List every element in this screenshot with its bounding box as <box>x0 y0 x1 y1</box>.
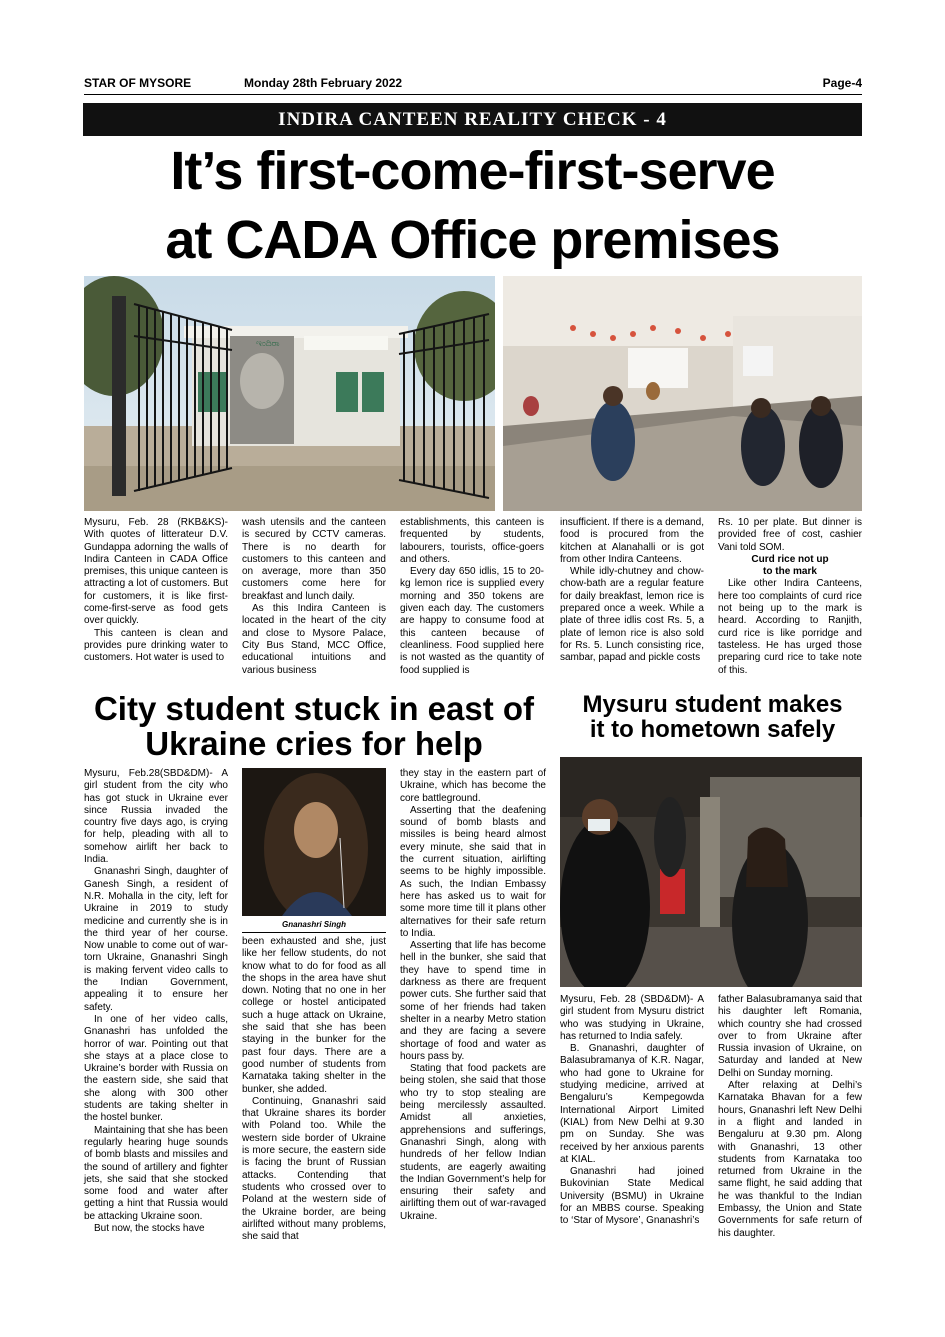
paragraph: Maintaining that she has been regularly hearing huge sounds of bomb blasts and missiles and the sound of artillery and fighter jets, she said that she stocked some food and water after getting a hint that Russia would be attacking Ukraine soon. <box>84 1124 228 1222</box>
paragraph: B. Gnanashri, daughter of Balasubramanya of K.R. Nagar, who had gone to Ukraine for studying medicine, arrived at Bengaluru’s Kempegowda International Airport Limited (KIAL) from New Delhi at 9.30 pm on Sunday. She was received by her anxious parents at KIAL. <box>560 1043 704 1165</box>
photo-caption: Gnanashri Singh <box>281 920 346 929</box>
paragraph: wash utensils and the canteen is secured by CCTV cameras. There is no dearth for customers to this canteen and on average, more than 350 customers come here for breakfast and lunch daily. <box>242 517 386 602</box>
paragraph: As this Indira Canteen is located in the heart of the city and close to Mysore Palace, City Bus Stand, MCC Office, educational intuitions and various business <box>242 603 386 676</box>
publication-name: STAR OF MYSORE <box>84 76 192 90</box>
paragraph: Mysuru, Feb. 28 (SBD&DM)- A girl student from Mysuru district who was studying in Ukraine, has returned to India safely. <box>560 994 704 1042</box>
canteen-exterior-photo <box>84 276 495 511</box>
paragraph: father Balasubramanya said that his daughter left Romania, which country she had crossed over to from Ukraine after Russia invasion of Ukraine, on Saturday and landed at New Delhi on Sunday morning. <box>718 994 862 1079</box>
caption-rule <box>242 932 386 933</box>
paragraph: Rs. 10 per plate. But dinner is provided free of cost, cashier Vani told SOM. <box>718 517 862 553</box>
masthead-rule <box>84 94 862 95</box>
ukraine-column-1 <box>84 768 228 1235</box>
lead-column-5 <box>718 517 862 677</box>
paragraph: Asserting that the deafening sound of bomb blasts and missiles is being heard almost every minute, she said that in the current situation, airlifting seems to be highly impossible. As such, the Indian Embassy here has asked us to wait for some more time till it plans other alternatives for their safe return to India. <box>400 804 546 939</box>
headline-line: Mysuru student makes <box>582 691 843 718</box>
page-number: Page-4 <box>822 76 862 90</box>
hometown-headline <box>555 692 870 742</box>
ukraine-column-2 <box>242 936 386 1243</box>
subheading <box>718 554 862 579</box>
paragraph: Continuing, Gnanashri said that Ukraine shares its border with Poland too. While the western side border of Ukraine is more secure, the eastern side is facing the brunt of Russian attacks. Contending that students who crossed over to Poland at the western side of the Ukraine border, are being airlifted without many problems, she said that <box>242 1095 386 1243</box>
paragraph: they stay in the eastern part of Ukraine, which has become the core battleground. <box>400 768 546 804</box>
paragraph: This canteen is clean and provides pure drinking water to customers. Hot water is used to <box>84 627 228 664</box>
canteen-interior-photo <box>503 276 862 511</box>
headline-line: Ukraine cries for help <box>145 724 483 762</box>
paragraph: Every day 650 idlis, 15 to 20-kg lemon rice is supplied every morning and 350 tokens are given each day. The customers are happy to consume food at this canteen because of cleanliness. Food supplied here is not wasted as the quantity of food supplied is <box>400 566 544 676</box>
airport-arrival-photo <box>560 757 862 987</box>
paragraph: Asserting that life has become hell in the bunker, she said that they have to spend time in darkness as there are frequent power cuts. She further said that some of her friends had taken shelter in a nearby Metro station and they are facing a severe shortage of food and water as hours pass by. <box>400 940 546 1062</box>
paragraph: But now, the stocks have <box>94 1222 205 1234</box>
paragraph: Gnanashri had joined Bukovinian State Medical University (BSMU) in Ukraine for an MBBS course. Speaking to ‘Star of Mysore’, Gnanashri’s <box>560 1166 704 1227</box>
headline-line: it to hometown safely <box>589 716 836 744</box>
lead-column-3 <box>400 517 544 677</box>
gnanashri-singh-photo <box>242 768 386 916</box>
lead-column-2 <box>242 517 386 677</box>
lead-column-1 <box>84 517 228 665</box>
hometown-column-2 <box>718 994 862 1240</box>
hometown-column-1 <box>560 994 704 1228</box>
paragraph: Mysuru, Feb.28(SBD&DM)- A girl student from the city who has got stuck in Ukraine ever since Russia invaded the country five days ago, is crying for help, pleading with all to somehow airlift her back to India. <box>84 768 228 866</box>
paragraph: After relaxing at Delhi’s Karnataka Bhavan for a few hours, Gnanashri left New Delhi in a flight and landed in Bengaluru at 9.30 pm. Along with Gnanashri, 13 other students from Karnataka too returned from Ukraine in the same flight, he said adding that he was thankful to the Indian Embassy, the Union and State Governments for safe return of his daughter. <box>718 1080 862 1239</box>
lead-headline-line1: It’s first-come-first-serve <box>170 141 775 201</box>
subheading-line: Curd rice not up <box>751 553 829 565</box>
paragraph: In one of her video calls, Gnanashri has unfolded the horror of war. Pointing out that she stays at a place close to Ukraine’s border with Russia on the eastern side, she said that she along with 300 other students are taking shelter in the hostel bunker. <box>84 1013 228 1124</box>
subheading-line: to the mark <box>763 566 817 578</box>
paragraph: establishments, this canteen is frequented by students, labourers, tourists, office-goers and others. <box>400 517 544 565</box>
canteen-sign-text: ಇಂದಿರಾ <box>256 339 280 349</box>
paragraph: Like other Indira Canteens, here too complaints of curd rice not being up to the mark is heard. According to Ranjith, curd rice is like porridge and tasteless. He has urged those preparing curd rice to take note of this. <box>718 578 862 676</box>
ukraine-headline <box>78 692 550 761</box>
masthead <box>84 76 862 92</box>
paragraph: Gnanashri Singh, daughter of Ganesh Singh, a resident of N.R. Mohalla in the city, left for Ukraine in 2019 to study medicine and currently she is in the third year of her course. Now unable to come out of war-torn Ukraine, Gnanashri Singh is making fervent video calls to the Indian Government, appealing it to ensure her safety. <box>84 866 228 1013</box>
lead-column-4 <box>560 517 704 665</box>
ukraine-column-3 <box>400 768 546 1223</box>
headline-line: City student stuck in east of <box>93 690 535 727</box>
paragraph: insufficient. If there is a demand, food is procured from the kitchen at Alanahalli or is got from other Indira Canteens. <box>560 517 704 565</box>
paragraph: Mysuru, Feb. 28 (RKB&KS)- With quotes of litterateur D.V. Gundappa adorning the walls of Indira Canteen in CADA Office premises, this unique canteen is attracting a lot of customers. But for customers, it is like first-come-first-serve as food gets over quickly. <box>84 517 228 627</box>
paragraph: While idly-chutney and chow-chow-bath are a regular feature for daily breakfast, lemon rice is prepared once a week. While a plate of three idlis cost Rs. 5, a plate of lemon rice is also sold for Rs. 5. Lunch consisting rice, sambar, papad and pickle costs <box>560 566 704 664</box>
section-banner: INDIRA CANTEEN REALITY CHECK - 4 <box>83 103 862 136</box>
issue-date: Monday 28th February 2022 <box>244 76 403 90</box>
lead-headline-line2: at CADA Office premises <box>165 210 780 270</box>
paragraph: Stating that food packets are being stolen, she said that those who try to stop stealing are being mercilessly assaulted. Amidst all anxieties, apprehensions and sufferings, Gnanashri Singh, along with hundreds of her fellow Indian students, are eagerly awaiting the Indian Government’s help for ensuring their safety and airlifting them out of war-ravaged Ukraine. <box>400 1063 546 1222</box>
paragraph: been exhausted and she, just like her fellow students, do not know what to do for food as all the shops in the area have shut down. Noting that no one in her college or hostel anticipated such a huge attack on Ukraine, she said that she has been staying in the bunker for the past four days. There are a good number of students from Karnataka taking shelter in the bunker, she added. <box>242 936 386 1095</box>
